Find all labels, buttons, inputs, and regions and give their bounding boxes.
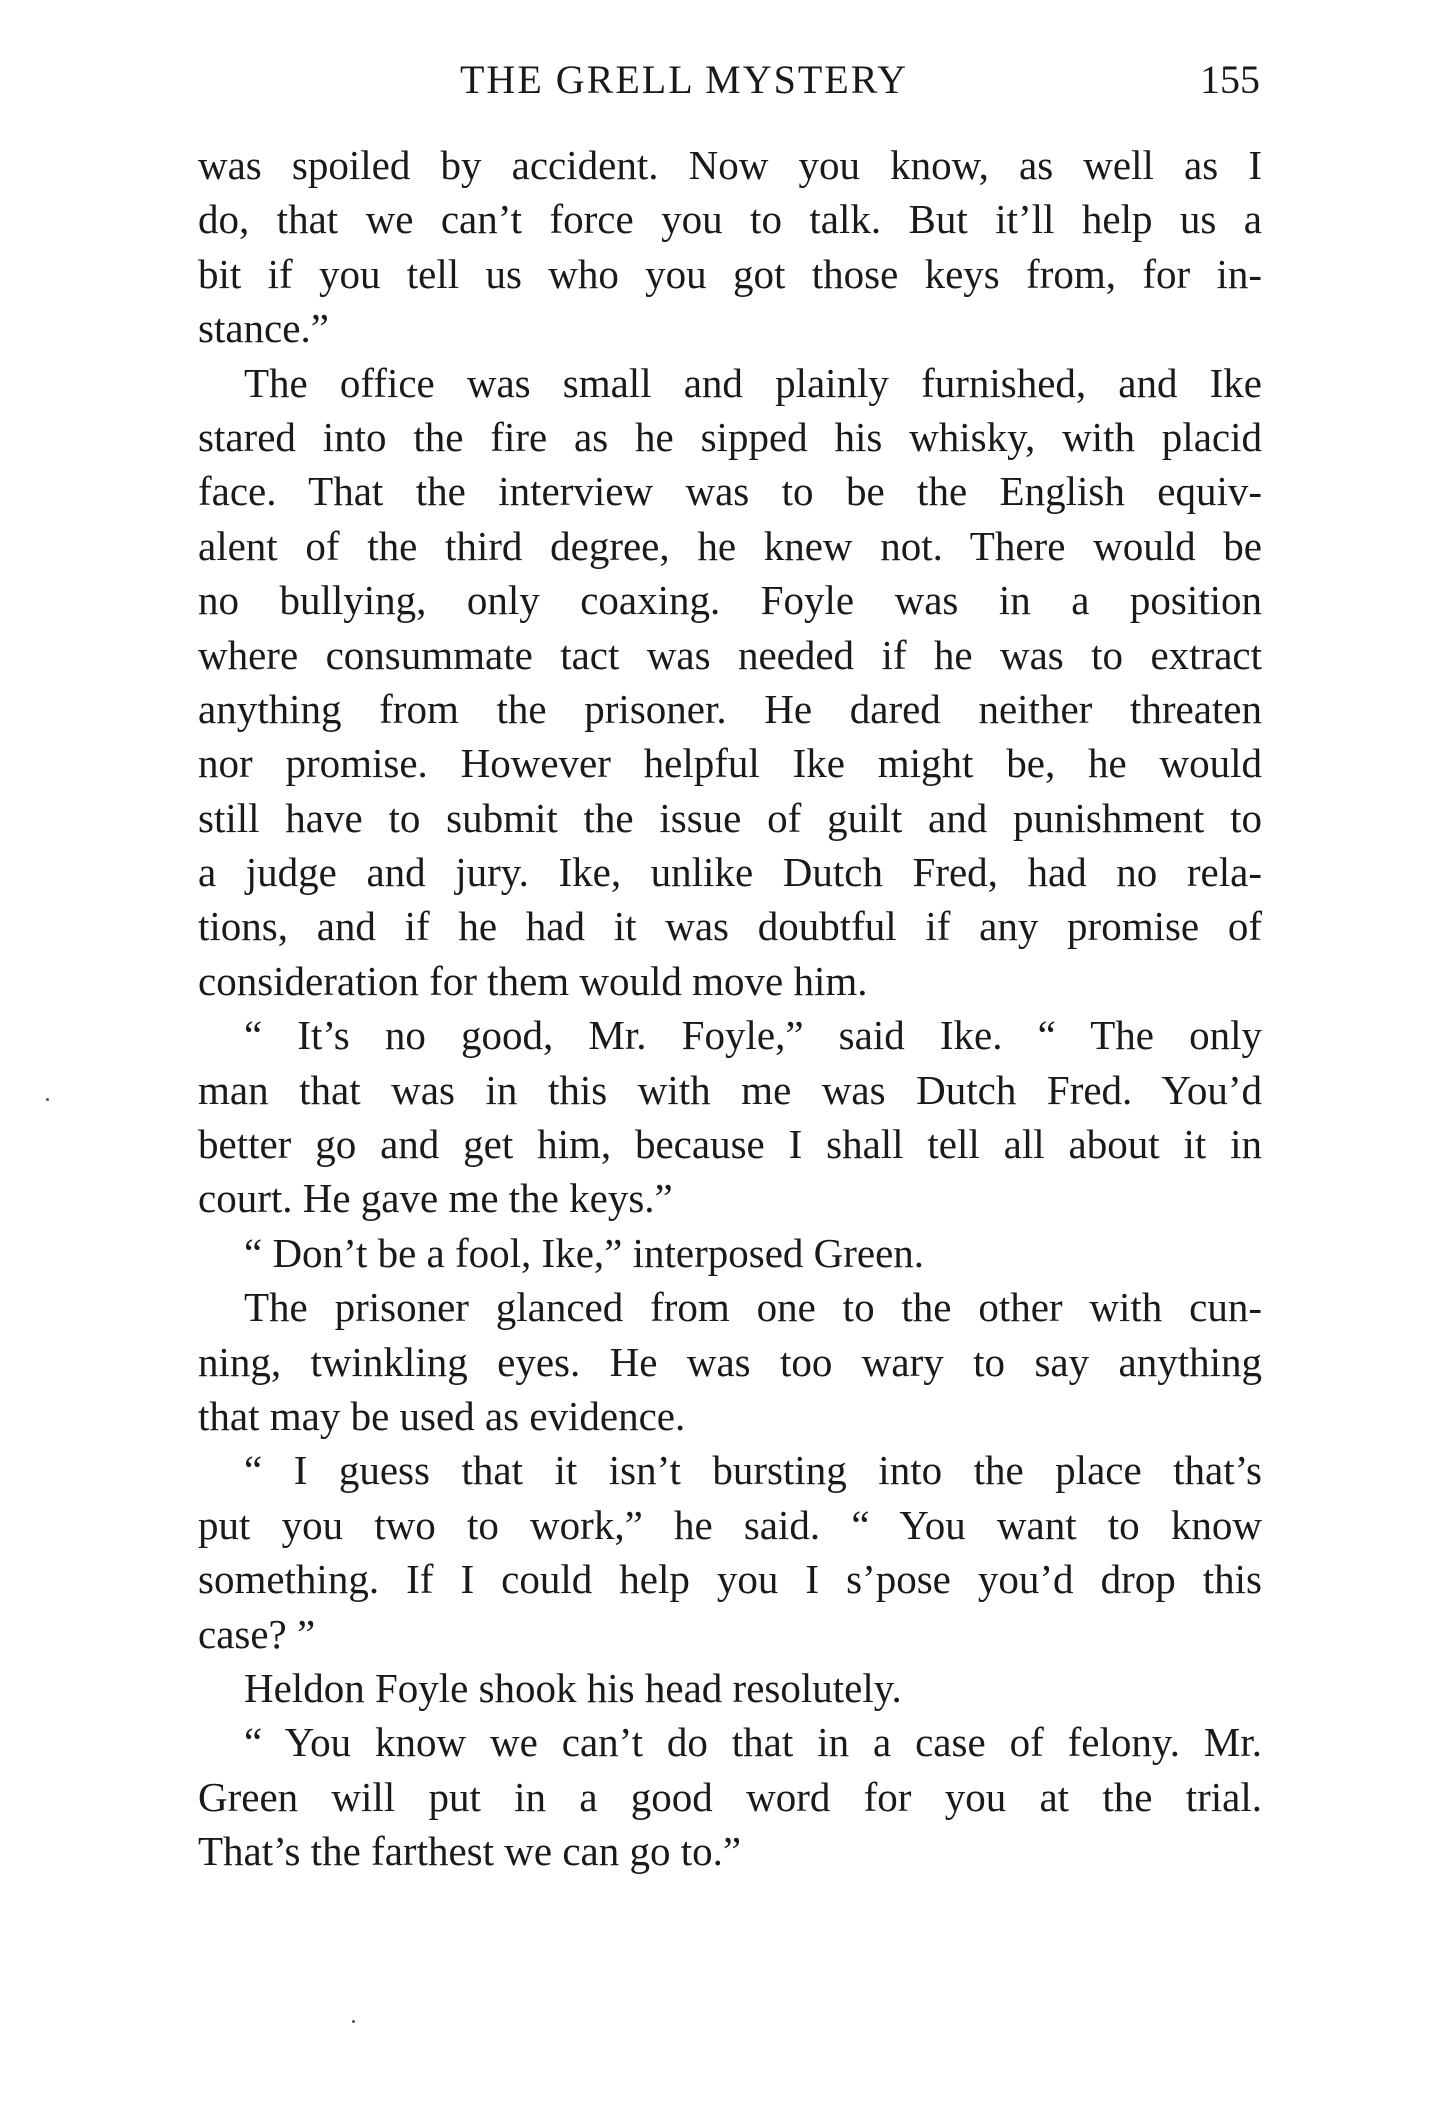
page-header xyxy=(200,56,1260,116)
text-line: was spoiled by accident. Now you know, as well as I xyxy=(198,142,1262,188)
text-line: something. If I could help you I s’pose you’d drop this xyxy=(198,1556,1262,1603)
text-line: “ Don’t be a fool, Ike,” interposed Green. xyxy=(244,1229,925,1276)
text-line: “ I guess that it isn’t bursting into the place that’s xyxy=(244,1447,1262,1494)
text-line: anything from the prisoner. He dared neither threaten xyxy=(198,685,1262,732)
text-line: court. He gave me the keys.” xyxy=(198,1175,673,1222)
paper-speck xyxy=(352,2020,355,2023)
text-line: no bullying, only coaxing. Foyle was in a position xyxy=(198,577,1262,624)
text-line: alent of the third degree, he knew not. There would be xyxy=(198,522,1262,569)
running-title: THE GRELL MYSTERY xyxy=(460,57,909,102)
text-line: put you two to work,” he said. “ You want to know xyxy=(198,1501,1262,1548)
text-line: case? ” xyxy=(198,1610,316,1657)
text-line: where consummate tact was needed if he was to extract xyxy=(198,631,1262,678)
text-line: The prisoner glanced from one to the other with cun- xyxy=(244,1284,1262,1331)
text-line: Green will put in a good word for you at the trial. xyxy=(198,1773,1262,1820)
text-line: stance.” xyxy=(198,305,329,352)
text-line: a judge and jury. Ike, unlike Dutch Fred, had no rela- xyxy=(198,849,1262,896)
text-line: that may be used as evidence. xyxy=(198,1392,686,1439)
text-line: still have to submit the issue of guilt and punishment to xyxy=(198,794,1262,841)
text-line: “ You know we can’t do that in a case of felony. Mr. xyxy=(244,1719,1262,1766)
text-line: “ It’s no good, Mr. Foyle,” said Ike. “ The only xyxy=(244,1012,1262,1059)
text-line: do, that we can’t force you to talk. But it’ll help us a xyxy=(198,196,1262,243)
text-line: better go and get him, because I shall tell all about it in xyxy=(198,1121,1262,1168)
text-line: ning, twinkling eyes. He was too wary to say anything xyxy=(198,1338,1262,1385)
text-line: face. That the interview was to be the English equiv- xyxy=(198,468,1262,515)
text-line: That’s the farthest we can go to.” xyxy=(198,1828,742,1875)
text-line: nor promise. However helpful Ike might be, he would xyxy=(198,740,1262,787)
text-line: bit if you tell us who you got those keys from, for in- xyxy=(198,250,1262,297)
text-line: Heldon Foyle shook his head resolutely. xyxy=(244,1664,902,1711)
body-text xyxy=(198,138,1262,1879)
paper-speck xyxy=(46,1098,49,1101)
text-line: consideration for them would move him. xyxy=(198,957,868,1004)
text-line: tions, and if he had it was doubtful if any promise of xyxy=(198,903,1262,950)
text-line: man that was in this with me was Dutch Fred. You’d xyxy=(198,1066,1262,1113)
text-line: stared into the fire as he sipped his whisky, with placid xyxy=(198,413,1262,460)
text-line: The office was small and plainly furnished, and Ike xyxy=(244,359,1262,406)
page-number: 155 xyxy=(1200,57,1260,102)
